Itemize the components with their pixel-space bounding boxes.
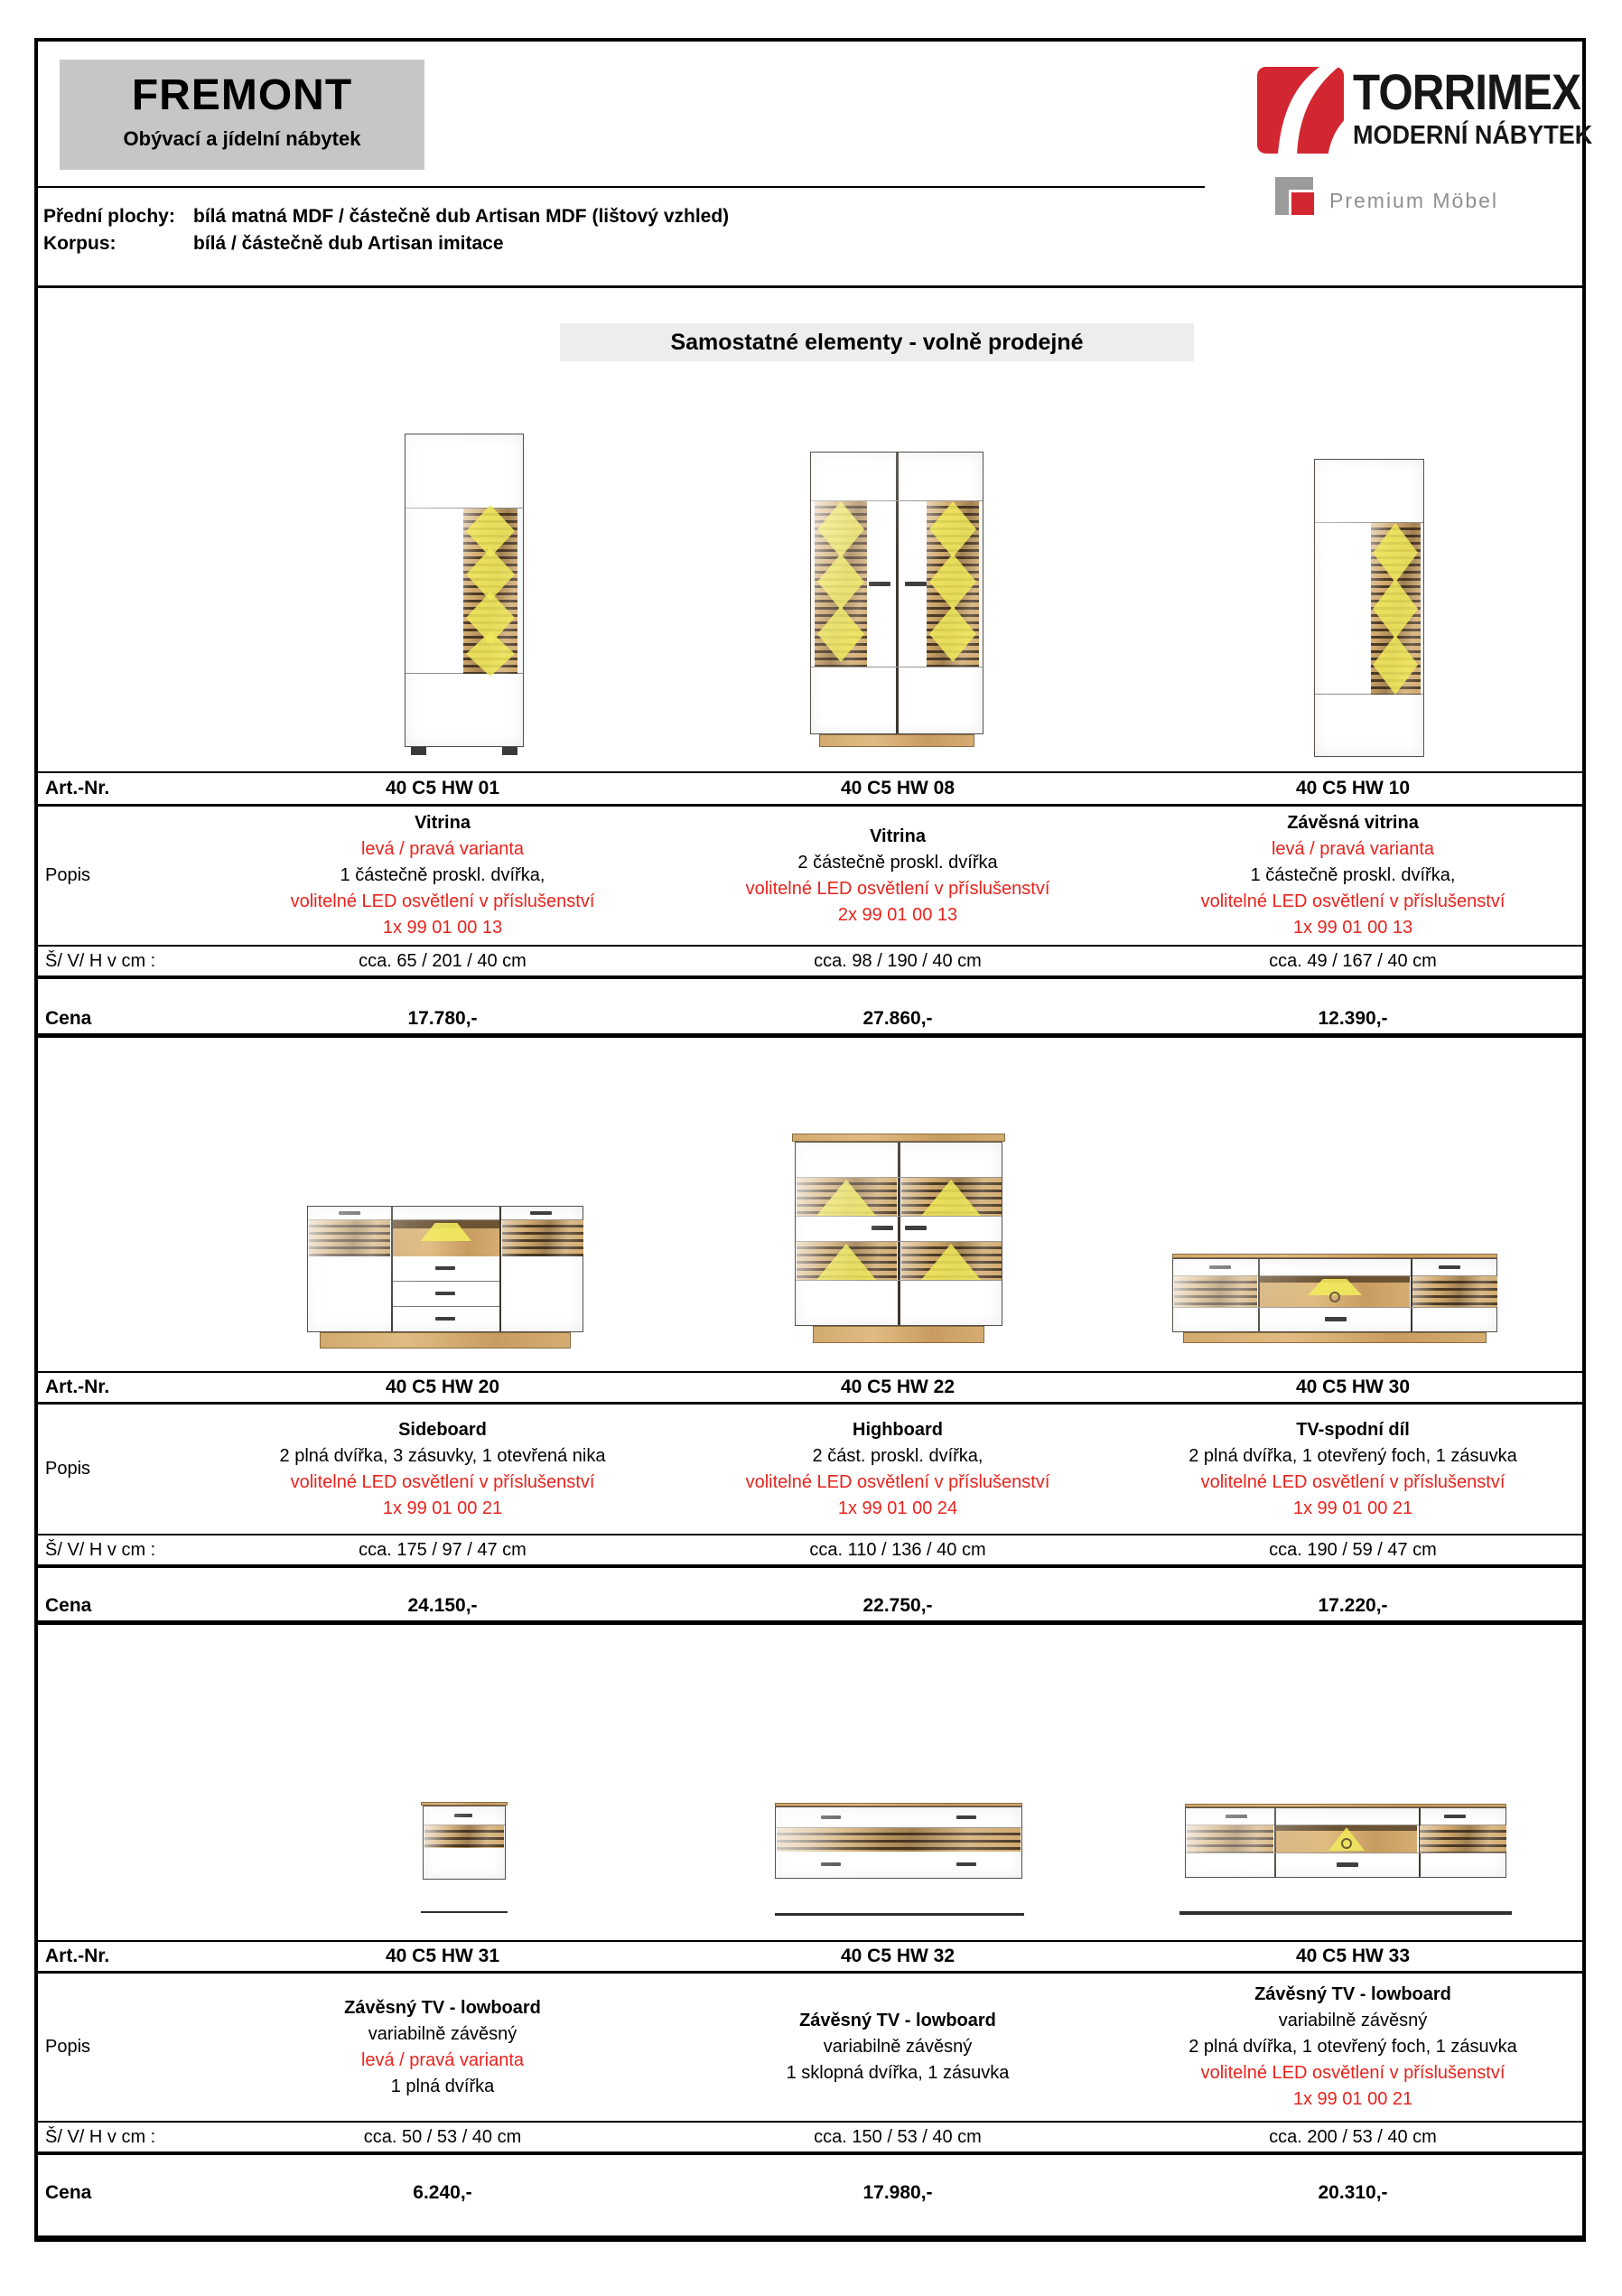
dimensions-label: Š/ V/ H v cm :	[45, 2126, 156, 2147]
spec-korpus-value: bílá / částečně dub Artisan imitace	[193, 233, 504, 254]
product-description	[670, 1405, 1125, 1534]
desc-line: levá / pravá varianta	[1271, 839, 1435, 859]
desc-line: volitelné LED osvětlení v příslušenství	[290, 891, 595, 911]
cabinet-foot	[502, 747, 517, 755]
rule	[38, 975, 1582, 979]
art-number: 40 C5 HW 31	[385, 1946, 500, 1966]
product-description	[215, 1974, 670, 2121]
art-number: 40 C5 HW 30	[1295, 1377, 1411, 1397]
product-description	[215, 807, 670, 945]
premium-moebel-label: Premium Möbel	[1329, 188, 1499, 212]
desc-line: levá / pravá varianta	[360, 2049, 525, 2070]
series-header	[60, 60, 424, 170]
art-number: 40 C5 HW 01	[385, 778, 500, 798]
desc-line: 1 částečně proskl. dvířka,	[340, 865, 545, 885]
page-title: FREMONT	[131, 71, 353, 119]
brand-tagline: MODERNÍ NÁBYTEK	[1353, 121, 1593, 150]
dimensions-row	[38, 1535, 1582, 1564]
brand-name: TORRIMEX	[1353, 63, 1581, 120]
art-number: 40 C5 HW 33	[1295, 1946, 1411, 1966]
art-number: 40 C5 HW 10	[1295, 778, 1411, 798]
price-value: 6.240,-	[413, 2182, 472, 2203]
product-description	[1125, 807, 1580, 945]
price-value: 27.860,-	[862, 1008, 933, 1029]
product-description	[1125, 1974, 1580, 2121]
dimensions-value: cca. 200 / 53 / 40 cm	[1269, 2126, 1437, 2147]
cabinet-foot	[411, 747, 426, 755]
desc-line: levá / pravá varianta	[360, 839, 525, 859]
torrimex-logo	[1257, 63, 1612, 154]
desc-line: 1 částečně proskl. dvířka,	[1250, 865, 1456, 885]
desc-line: 1x 99 01 00 21	[382, 1498, 503, 1518]
price-row	[38, 2179, 1582, 2207]
price-row	[38, 1004, 1582, 1033]
description-row	[38, 1974, 1582, 2121]
spec-korpus-label: Korpus:	[43, 233, 117, 254]
desc-line: Závěsný TV - lowboard	[799, 2011, 996, 2030]
product-description	[215, 1405, 670, 1534]
dimensions-value: cca. 49 / 167 / 40 cm	[1269, 950, 1437, 971]
dimensions-label: Š/ V/ H v cm :	[45, 950, 156, 971]
product-image-40-c5-hw-30	[1172, 1254, 1497, 1343]
product-image-40-c5-hw-10	[1314, 459, 1424, 757]
dimensions-value: cca. 65 / 201 / 40 cm	[359, 950, 527, 971]
art-number-label: Art.-Nr.	[45, 1946, 110, 1966]
desc-line: 2x 99 01 00 13	[837, 904, 958, 925]
description-label: Popis	[45, 2037, 91, 2057]
art-number: 40 C5 HW 22	[840, 1377, 955, 1397]
desc-line: 1x 99 01 00 13	[382, 918, 503, 938]
dimensions-row	[38, 947, 1582, 975]
dimensions-value: cca. 110 / 136 / 40 cm	[809, 1539, 986, 1560]
description-label: Popis	[45, 865, 91, 885]
price-label: Cena	[45, 2182, 92, 2203]
art-number-row	[38, 1373, 1582, 1402]
product-image-40-c5-hw-01	[405, 434, 524, 755]
desc-line: 2 plná dvířka, 3 zásuvky, 1 otevřená nika	[279, 1445, 606, 1466]
price-label: Cena	[45, 1008, 92, 1029]
desc-line: 2 část. proskl. dvířka,	[812, 1445, 983, 1466]
rule	[38, 1620, 1582, 1625]
price-label: Cena	[45, 1595, 92, 1616]
price-value: 12.390,-	[1318, 1008, 1388, 1029]
product-image-40-c5-hw-31	[423, 1802, 506, 1880]
desc-line: volitelné LED osvětlení v příslušenství	[1200, 891, 1505, 911]
dimensions-row	[38, 2123, 1582, 2151]
price-value: 20.310,-	[1318, 2182, 1388, 2203]
desc-line: 1x 99 01 00 21	[1292, 1498, 1413, 1518]
art-number: 40 C5 HW 20	[385, 1377, 500, 1397]
rule	[38, 1033, 1582, 1038]
product-description	[1125, 1405, 1580, 1534]
desc-line: 2 plná dvířka, 1 otevřený foch, 1 zásuvka	[1189, 2037, 1517, 2057]
desc-line: variabilně závěsný	[823, 2037, 973, 2057]
price-row	[38, 1591, 1582, 1620]
desc-line: Vitrina	[415, 813, 471, 833]
art-number-row	[38, 1942, 1582, 1971]
spec-front-label: Přední plochy:	[43, 206, 175, 227]
floor-line	[775, 1913, 1024, 1916]
price-value: 24.150,-	[407, 1595, 478, 1616]
desc-line: volitelné LED osvětlení v příslušenství	[290, 1471, 595, 1492]
dimensions-value: cca. 150 / 53 / 40 cm	[814, 2126, 982, 2147]
product-description	[670, 807, 1125, 945]
art-number: 40 C5 HW 08	[840, 778, 955, 798]
spec-front	[43, 206, 729, 228]
product-image-40-c5-hw-22	[795, 1134, 1002, 1343]
desc-line: variabilně závěsný	[1278, 2011, 1428, 2030]
product-description	[670, 1974, 1125, 2121]
price-value: 17.980,-	[862, 2182, 933, 2203]
desc-line: 1 plná dvířka	[390, 2076, 495, 2096]
product-image-40-c5-hw-08	[810, 452, 983, 747]
description-row	[38, 1405, 1582, 1534]
desc-line: Závěsná vitrina	[1287, 813, 1419, 833]
desc-line: TV-spodní díl	[1296, 1419, 1410, 1440]
desc-line: 2 plná dvířka, 1 otevřený foch, 1 zásuvka	[1189, 1445, 1517, 1466]
art-number-label: Art.-Nr.	[45, 1377, 110, 1397]
desc-line: volitelné LED osvětlení v příslušenství	[1200, 1471, 1505, 1492]
art-number-label: Art.-Nr.	[45, 778, 110, 798]
desc-line: Sideboard	[398, 1419, 487, 1440]
desc-line: Závěsný TV - lowboard	[344, 1997, 541, 2018]
spec-korpus	[43, 233, 504, 255]
desc-line: volitelné LED osvětlení v příslušenství	[1200, 2063, 1505, 2083]
desc-line: 2 částečně proskl. dvířka	[797, 852, 998, 873]
desc-line: volitelné LED osvětlení v příslušenství	[745, 878, 1050, 899]
rule	[38, 1564, 1582, 1568]
desc-line: 1x 99 01 00 13	[1292, 918, 1413, 938]
section-title: Samostatné elementy - volně prodejné	[560, 323, 1194, 361]
desc-line: Highboard	[853, 1419, 943, 1440]
description-label: Popis	[45, 1459, 91, 1479]
desc-line: variabilně závěsný	[368, 2023, 517, 2044]
dimensions-label: Š/ V/ H v cm :	[45, 1539, 156, 1560]
desc-line: volitelné LED osvětlení v příslušenství	[745, 1471, 1050, 1492]
art-number: 40 C5 HW 32	[840, 1946, 955, 1966]
desc-line: Vitrina	[870, 826, 926, 846]
spec-front-value: bílá matná MDF / částečně dub Artisan MDF (lištový vzhled)	[193, 206, 730, 227]
premium-moebel-logo	[1275, 177, 1498, 224]
rule	[38, 2151, 1582, 2155]
dimensions-value: cca. 175 / 97 / 47 cm	[359, 1539, 527, 1560]
desc-line: 1 sklopná dvířka, 1 zásuvka	[786, 2063, 1010, 2083]
floor-line	[421, 1911, 508, 1913]
dimensions-value: cca. 98 / 190 / 40 cm	[814, 950, 982, 971]
page-subtitle: Obývací a jídelní nábytek	[123, 127, 361, 150]
desc-line: 1x 99 01 00 21	[1292, 2089, 1413, 2109]
header-divider	[38, 186, 1205, 188]
dimensions-value: cca. 50 / 53 / 40 cm	[363, 2126, 522, 2147]
torrimex-logo-icon	[1257, 67, 1344, 154]
desc-line: 1x 99 01 00 24	[837, 1498, 958, 1518]
description-row	[38, 807, 1582, 945]
art-number-row	[38, 773, 1582, 804]
price-value: 17.220,-	[1318, 1595, 1388, 1616]
product-image-40-c5-hw-20	[307, 1206, 583, 1349]
floor-line	[1179, 1911, 1512, 1915]
product-image-40-c5-hw-33	[1185, 1804, 1506, 1878]
price-value: 22.750,-	[862, 1595, 933, 1616]
table-top-rule	[38, 285, 1582, 288]
product-image-40-c5-hw-32	[775, 1803, 1022, 1879]
desc-line: Závěsný TV - lowboard	[1254, 1984, 1451, 2004]
price-value: 17.780,-	[407, 1008, 478, 1029]
premium-moebel-icon	[1275, 177, 1322, 224]
dimensions-value: cca. 190 / 59 / 47 cm	[1269, 1539, 1437, 1560]
